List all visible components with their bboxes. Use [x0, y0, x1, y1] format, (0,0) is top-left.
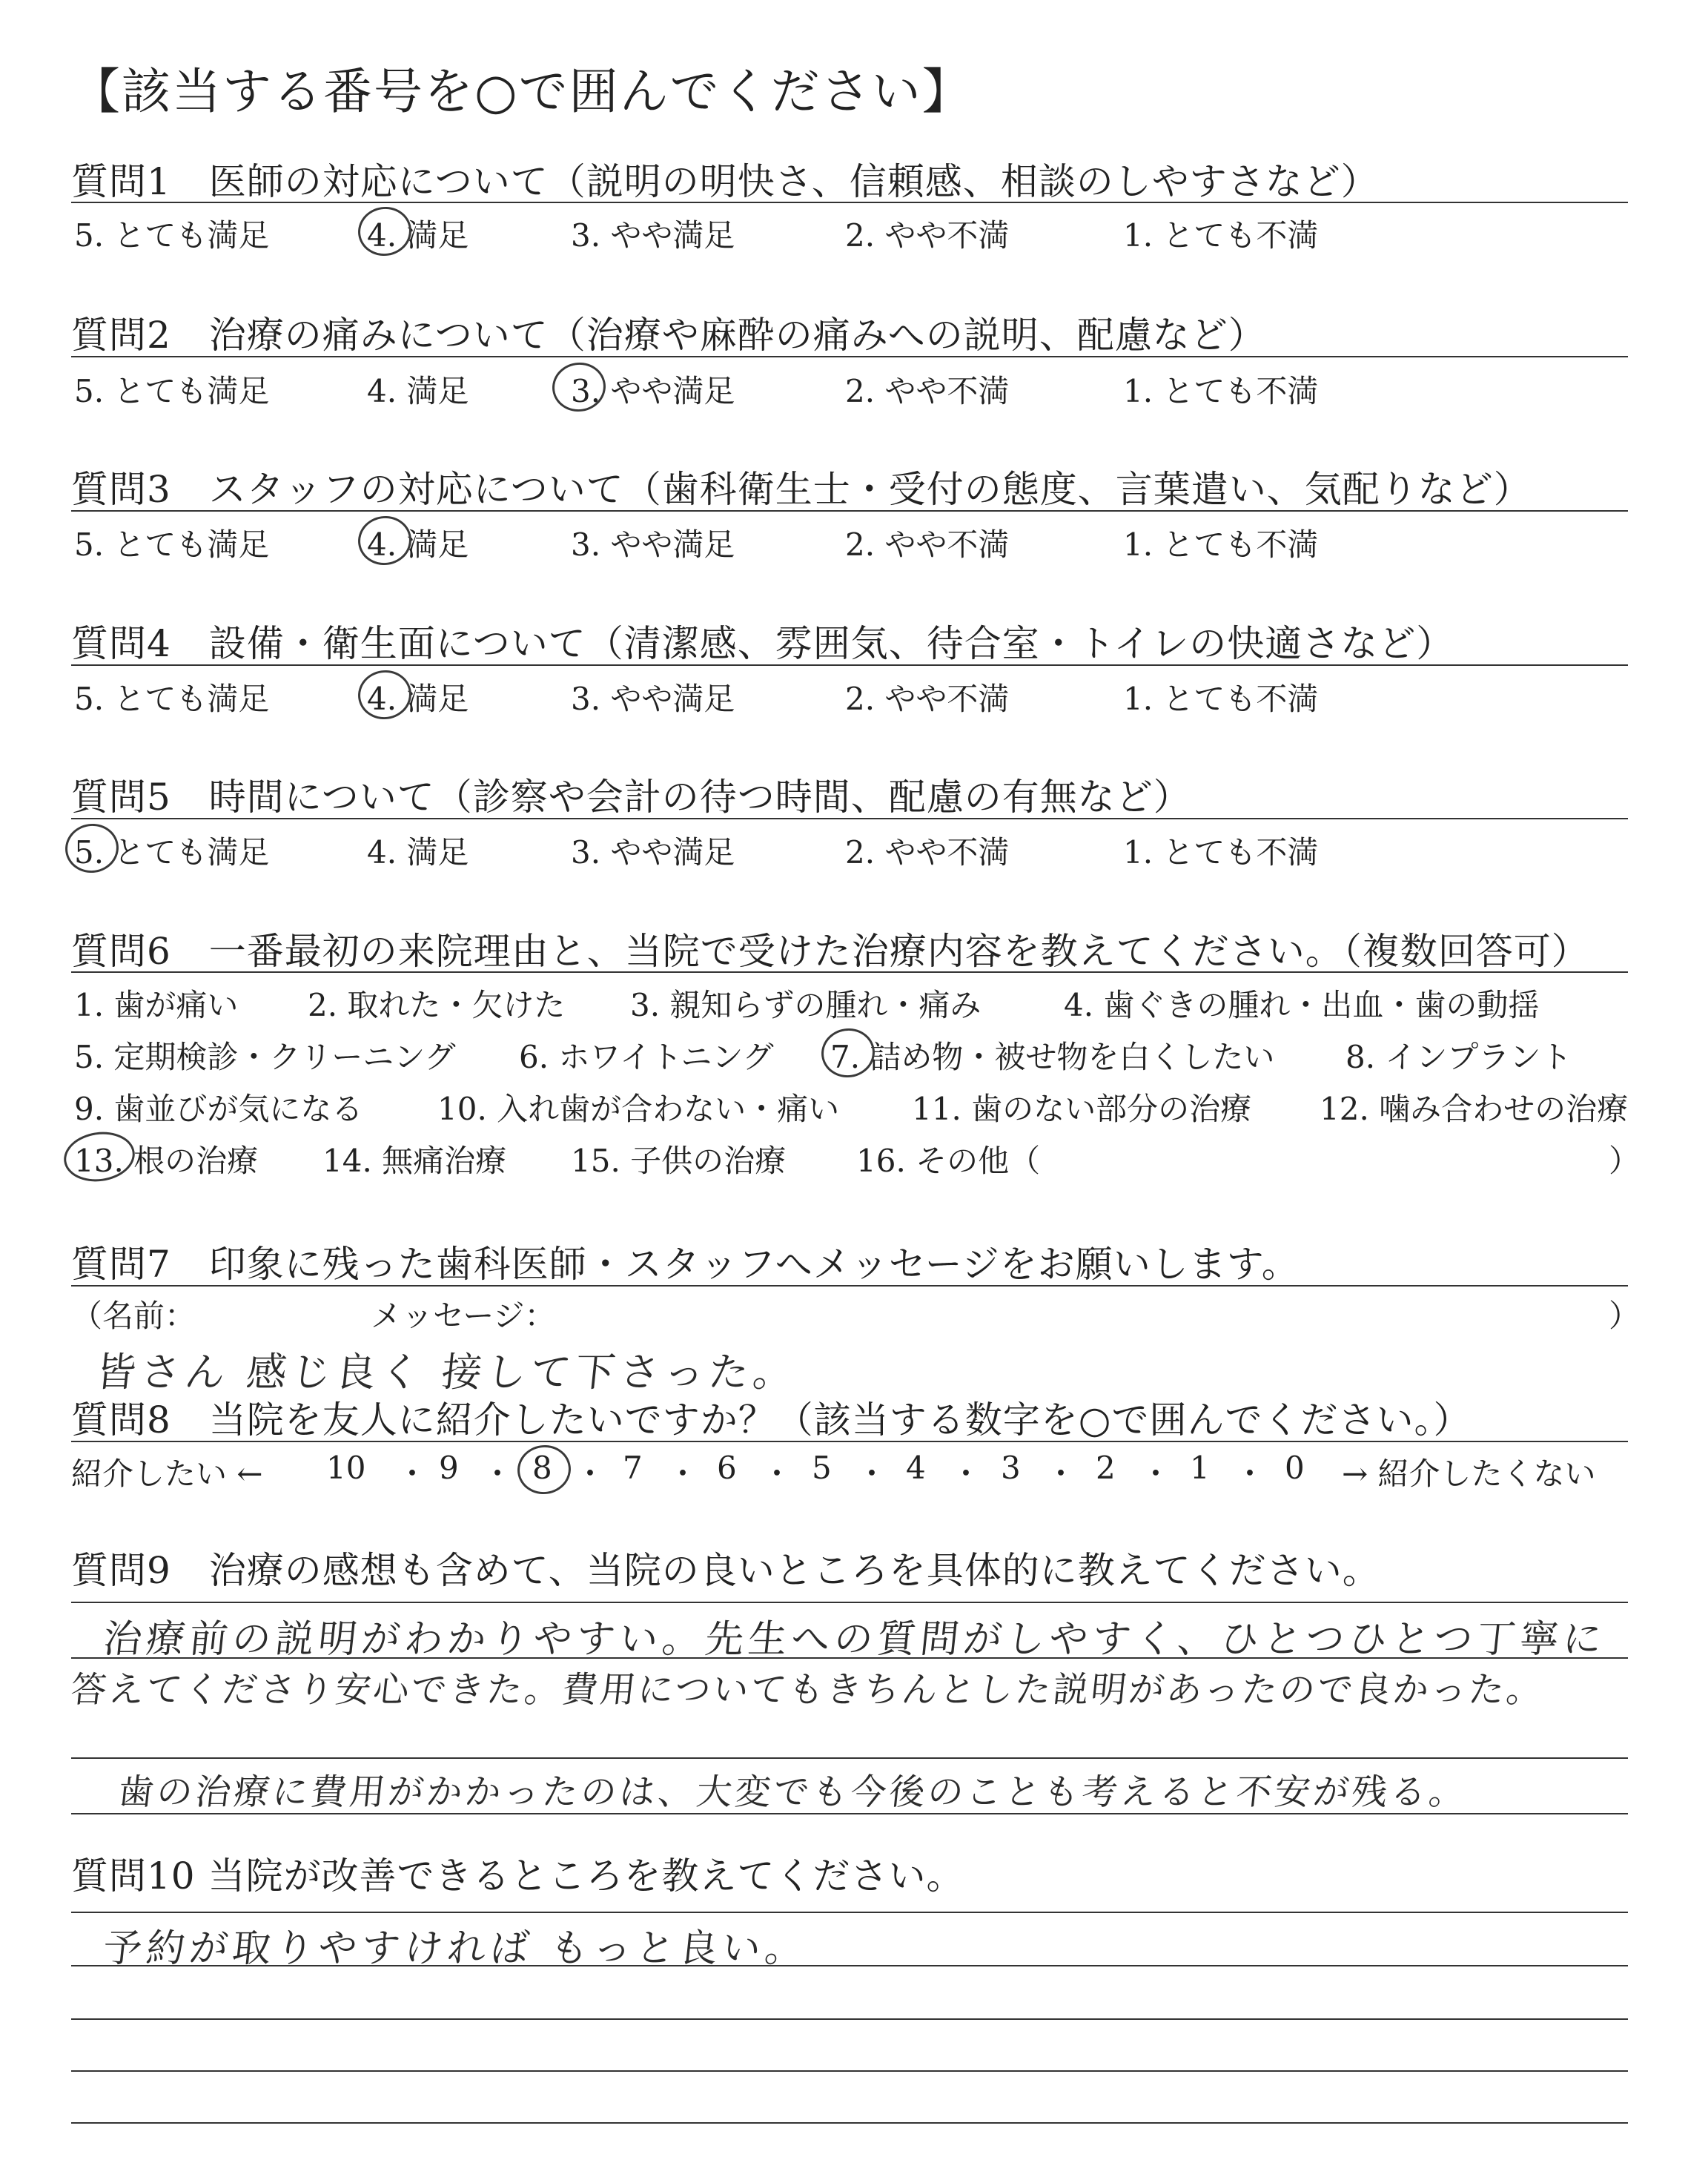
q7-name-label: （名前：	[71, 1298, 196, 1334]
question-3-rule	[71, 510, 1628, 512]
q1-option-5[interactable]: 5. とても満足	[74, 217, 270, 254]
q5-option-5[interactable]: 5. とても満足	[74, 834, 270, 871]
q2-option-1[interactable]: 1. とても不満	[1123, 373, 1319, 409]
q7-message-label: メッセージ：	[371, 1298, 556, 1334]
q8-dot: ・	[397, 1456, 428, 1492]
q9-answer-rule-3	[71, 1757, 1628, 1759]
q8-left-label: 紹介したい ←	[71, 1456, 263, 1492]
q4-option-4[interactable]: 4. 満足	[367, 681, 469, 717]
q9-answer-rule-1	[71, 1602, 1628, 1603]
q8-dot: ・	[1234, 1456, 1266, 1492]
q8-scale-4[interactable]: 4	[906, 1450, 926, 1486]
q5-option-1[interactable]: 1. とても不満	[1123, 834, 1319, 871]
q2-option-3[interactable]: 3. やや満足	[571, 373, 735, 409]
q7-close-paren: ）	[1609, 1298, 1641, 1334]
q6-row-1	[0, 981, 1708, 1025]
q2-option-5[interactable]: 5. とても満足	[74, 373, 270, 409]
question-2-title: 質問2 治療の痛みについて（治療や麻酔の痛みへの説明、配慮など）	[71, 314, 1266, 357]
q3-option-5[interactable]: 5. とても満足	[74, 526, 270, 563]
question-1-rule	[71, 202, 1628, 203]
q6-other-close-paren: ）	[1609, 1143, 1641, 1179]
q6-row-3	[0, 1085, 1708, 1129]
q1-option-1[interactable]: 1. とても不満	[1123, 217, 1319, 254]
q6-option-5[interactable]: 5. 定期検診・クリーニング	[74, 1039, 456, 1075]
q6-option-10[interactable]: 10. 入れ歯が合わない・痛い	[437, 1091, 840, 1127]
page-title: 【該当する番号を○で囲んでください】	[71, 63, 973, 120]
q8-dot: ・	[1045, 1456, 1077, 1492]
q1-option-4[interactable]: 4. 満足	[367, 217, 469, 254]
q6-option-14[interactable]: 14. 無痛治療	[322, 1143, 507, 1179]
q5-option-2[interactable]: 2. やや不満	[845, 834, 1010, 871]
q8-right-label: → 紹介したくない	[1342, 1456, 1596, 1492]
q8-scale-6[interactable]: 6	[717, 1450, 737, 1486]
question-6-title: 質問6 一番最初の来院理由と、当院で受けた治療内容を教えてください。（複数回答可）	[71, 930, 1589, 973]
question-3-options	[0, 521, 1708, 565]
q6-option-2[interactable]: 2. 取れた・欠けた	[308, 987, 566, 1023]
question-8-rule	[71, 1441, 1628, 1442]
q6-option-11[interactable]: 11. 歯のない部分の治療	[912, 1091, 1252, 1127]
q3-option-2[interactable]: 2. やや不満	[845, 526, 1010, 563]
q4-option-2[interactable]: 2. やや不満	[845, 681, 1010, 717]
q4-option-3[interactable]: 3. やや満足	[571, 681, 735, 717]
q9-handwritten-line-2[interactable]: 答えてくださり安心できた。費用についてもきちんとした説明があったので良かった。	[68, 1669, 1547, 1711]
q5-option-4[interactable]: 4. 満足	[367, 834, 469, 871]
q8-dot: ・	[482, 1456, 514, 1492]
q8-scale-1[interactable]: 1	[1190, 1450, 1210, 1486]
q2-option-2[interactable]: 2. やや不満	[845, 373, 1010, 409]
q8-scale-0[interactable]: 0	[1285, 1450, 1305, 1486]
q6-row-2	[0, 1033, 1708, 1077]
q8-dot: ・	[1140, 1456, 1172, 1492]
q8-dot: ・	[575, 1456, 606, 1492]
question-2-rule	[71, 356, 1628, 357]
q6-option-8[interactable]: 8. インプラント	[1345, 1039, 1572, 1075]
q6-option-6[interactable]: 6. ホワイトニング	[519, 1039, 774, 1075]
q3-option-4[interactable]: 4. 満足	[367, 526, 469, 563]
q8-scale-2[interactable]: 2	[1096, 1450, 1116, 1486]
q8-scale-7[interactable]: 7	[623, 1450, 643, 1486]
q8-scale-row	[0, 1450, 1708, 1494]
q9-handwritten-line-1[interactable]: 治療前の説明がわかりやすい。先生への質問がしやすく、ひとつひとつ丁寧に	[101, 1617, 1609, 1662]
q6-option-16[interactable]: 16. その他（	[856, 1143, 1041, 1179]
q10-answer-rule-5	[71, 2122, 1628, 2124]
question-1-title: 質問1 医師の対応について（説明の明快さ、信頼感、相談のしやすさなど）	[71, 160, 1379, 203]
question-4-options	[0, 675, 1708, 719]
q8-scale-9[interactable]: 9	[439, 1450, 459, 1486]
question-8-title: 質問8 当院を友人に紹介したいですか？（該当する数字を○で囲んでください。）	[71, 1398, 1472, 1441]
question-5-title: 質問5 時間について（診察や会計の待つ時間、配慮の有無など）	[71, 776, 1191, 819]
q7-handwritten-answer[interactable]: 皆さん 感じ良く 接して下さった。	[93, 1349, 801, 1396]
q6-row-4	[0, 1137, 1708, 1181]
q6-option-7[interactable]: 7. 詰め物・被せ物を白くしたい	[830, 1039, 1275, 1075]
q3-option-1[interactable]: 1. とても不満	[1123, 526, 1319, 563]
q1-option-2[interactable]: 2. やや不満	[845, 217, 1010, 254]
question-10-title: 質問10 当院が改善できるところを教えてください。	[71, 1855, 964, 1898]
q6-option-1[interactable]: 1. 歯が痛い	[74, 987, 239, 1023]
question-4-title: 質問4 設備・衛生面について（清潔感、雰囲気、待合室・トイレの快適さなど）	[71, 622, 1454, 665]
q6-option-4[interactable]: 4. 歯ぐきの腫れ・出血・歯の動揺	[1064, 987, 1540, 1023]
q4-option-5[interactable]: 5. とても満足	[74, 681, 270, 717]
q8-selected-circle	[514, 1441, 574, 1497]
question-7-title: 質問7 印象に残った歯科医師・スタッフへメッセージをお願いします。	[71, 1243, 1300, 1286]
q5-option-3[interactable]: 3. やや満足	[571, 834, 735, 871]
question-2-options	[0, 367, 1708, 412]
q6-option-15[interactable]: 15. 子供の治療	[571, 1143, 787, 1179]
q8-dot: ・	[667, 1456, 699, 1492]
q10-handwritten-answer[interactable]: 予約が取りやすければ もっと良い。	[101, 1926, 811, 1971]
q8-dot: ・	[856, 1456, 888, 1492]
q8-scale-8[interactable]: 8	[532, 1450, 552, 1486]
q10-answer-rule-1	[71, 1912, 1628, 1913]
q8-dot: ・	[761, 1456, 793, 1492]
question-6-rule	[71, 971, 1628, 973]
question-5-options	[0, 828, 1708, 873]
question-7-rule	[71, 1285, 1628, 1287]
q3-option-3[interactable]: 3. やや満足	[571, 526, 735, 563]
q4-option-1[interactable]: 1. とても不満	[1123, 681, 1319, 717]
question-1-options	[0, 211, 1708, 256]
q6-option-3[interactable]: 3. 親知らずの腫れ・痛み	[630, 987, 982, 1023]
q9-handwritten-line-3[interactable]: 歯の治療に費用がかかったのは、大変でも今後のことも考えると不安が残る。	[116, 1771, 1470, 1813]
q6-option-13[interactable]: 13. 根の治療	[74, 1143, 259, 1179]
q6-option-12[interactable]: 12. 噛み合わせの治療	[1320, 1091, 1629, 1127]
q10-answer-rule-4	[71, 2070, 1628, 2072]
q8-scale-5[interactable]: 5	[812, 1450, 832, 1486]
q8-scale-10[interactable]: 10	[326, 1450, 366, 1486]
q8-dot: ・	[950, 1456, 982, 1492]
question-9-title: 質問9 治療の感想も含めて、当院の良いところを具体的に教えてください。	[71, 1549, 1380, 1592]
q6-option-9[interactable]: 9. 歯並びが気になる	[74, 1091, 363, 1127]
q10-answer-rule-3	[71, 2018, 1628, 2020]
q8-scale-3[interactable]: 3	[1001, 1450, 1021, 1486]
question-3-title: 質問3 スタッフの対応について（歯科衛生士・受付の態度、言葉遣い、気配りなど）	[71, 468, 1532, 511]
q1-option-3[interactable]: 3. やや満足	[571, 217, 735, 254]
q2-option-4[interactable]: 4. 満足	[367, 373, 469, 409]
question-4-rule	[71, 664, 1628, 666]
question-5-rule	[71, 818, 1628, 819]
q7-labels	[0, 1292, 1708, 1336]
